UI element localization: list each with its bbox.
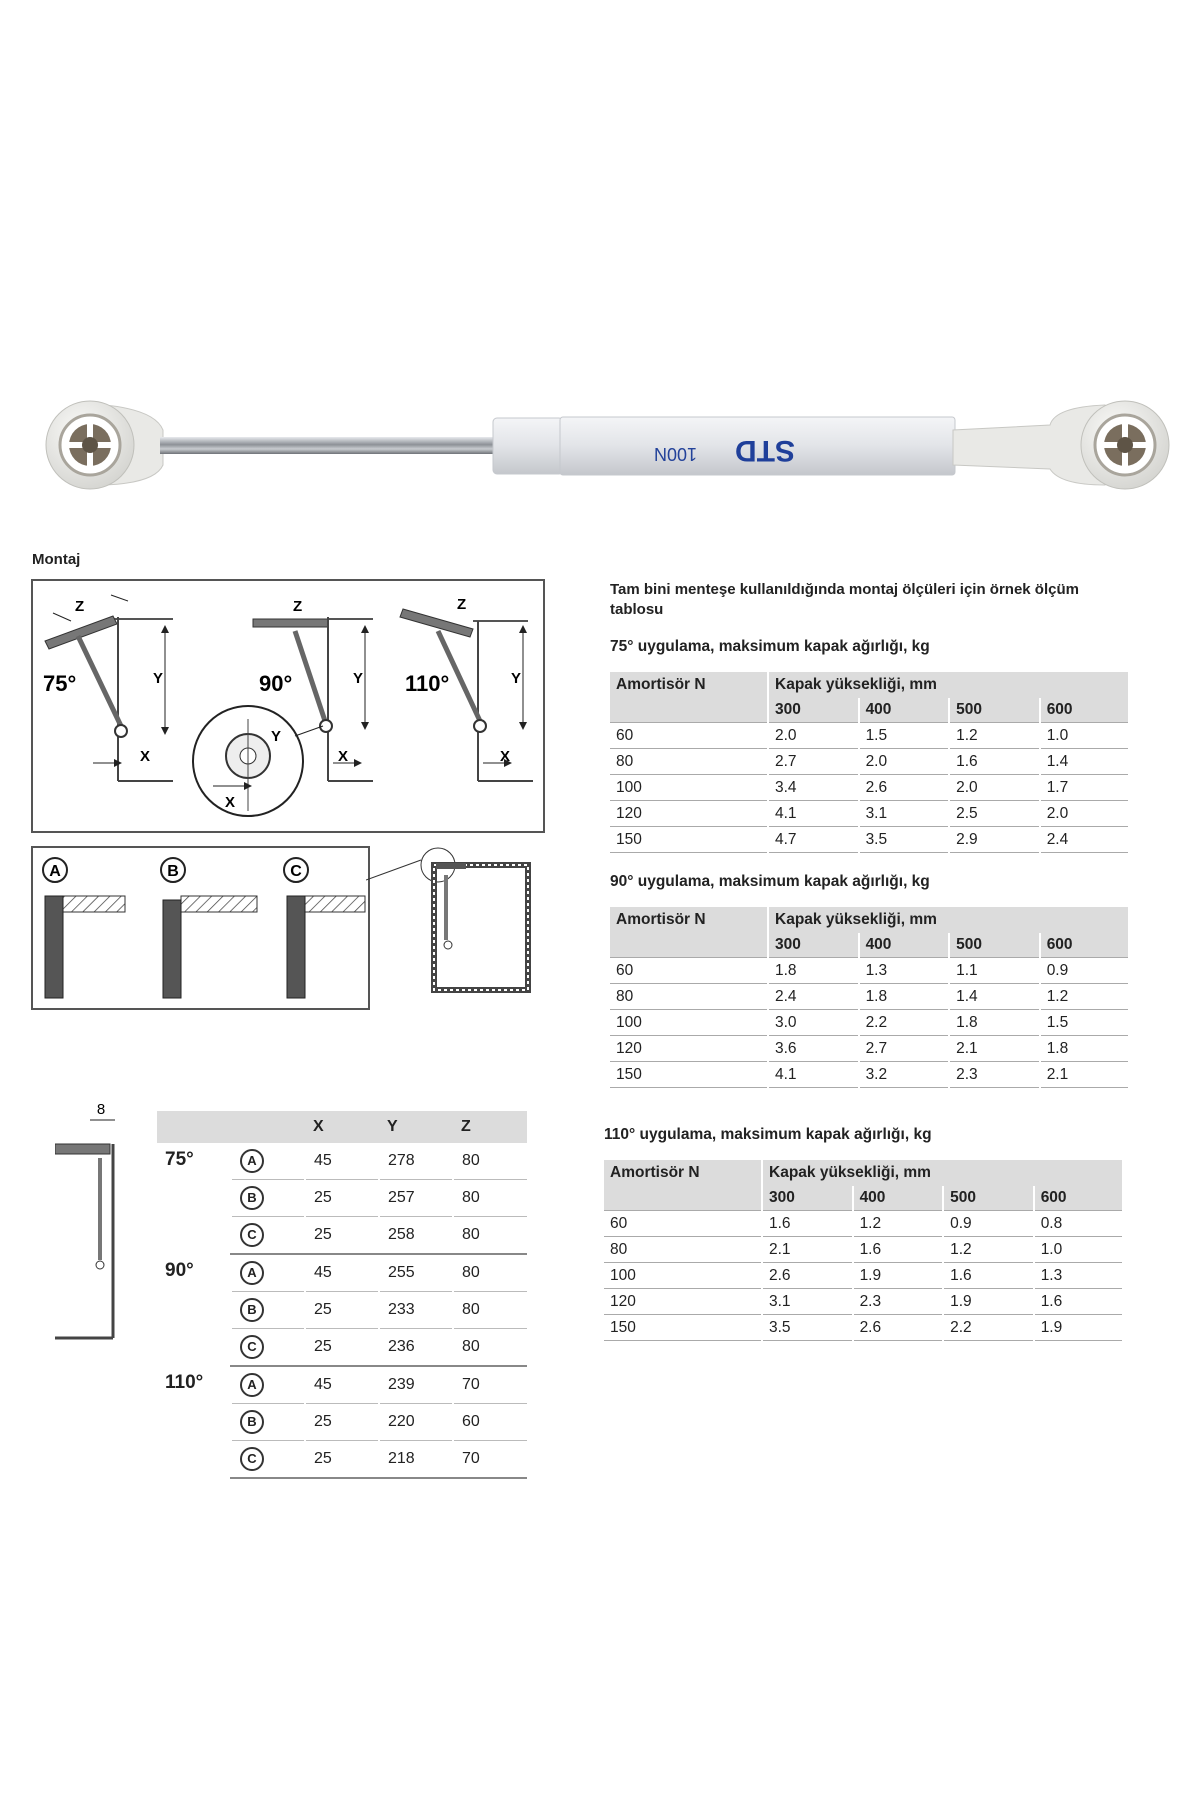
height-value: 300 <box>768 933 859 958</box>
variant-badge: A <box>240 1261 264 1285</box>
max-weight-cell: 4.1 <box>768 1062 859 1088</box>
load-table <box>610 672 1128 853</box>
dim-x-75: X <box>140 748 151 765</box>
variant-badge: C <box>240 1447 264 1471</box>
damper-force: 150 <box>610 1062 768 1088</box>
table-row <box>604 1237 1122 1263</box>
height-value: 400 <box>853 1186 944 1211</box>
damper-force: 60 <box>610 723 768 749</box>
load-table-header <box>604 1160 1122 1186</box>
max-weight-cell: 2.0 <box>1040 801 1128 827</box>
max-weight-cell: 1.6 <box>943 1263 1034 1289</box>
angle-90-label: 90° <box>259 671 293 696</box>
height-value: 600 <box>1040 698 1128 723</box>
variant-a-sketch <box>43 858 125 998</box>
max-weight-cell: 2.6 <box>853 1315 944 1341</box>
damper-force: 80 <box>610 749 768 775</box>
group-angle-75: 75° <box>165 1149 194 1170</box>
max-weight-cell: 1.3 <box>1034 1263 1122 1289</box>
load-table-header <box>610 672 1128 698</box>
max-weight-cell: 1.9 <box>1034 1315 1122 1341</box>
damper-force: 100 <box>604 1263 762 1289</box>
max-weight-cell: 1.4 <box>949 984 1040 1010</box>
max-weight-cell: 3.6 <box>768 1036 859 1062</box>
height-values-row <box>604 1186 1122 1211</box>
max-weight-cell: 2.5 <box>949 801 1040 827</box>
max-weight-cell: 2.0 <box>949 775 1040 801</box>
max-weight-cell: 1.0 <box>1034 1237 1122 1263</box>
height-value: 600 <box>1040 933 1128 958</box>
max-weight-cell: 3.2 <box>859 1062 950 1088</box>
max-weight-cell: 2.3 <box>949 1062 1040 1088</box>
max-weight-cell: 2.6 <box>859 775 950 801</box>
table-row <box>604 1263 1122 1289</box>
mounting-dimension-table <box>157 1111 527 1479</box>
max-weight-cell: 0.9 <box>943 1211 1034 1237</box>
gas-spring-image <box>45 385 1175 510</box>
table-row <box>610 827 1128 853</box>
max-weight-cell: 3.5 <box>859 827 950 853</box>
height-value: 300 <box>762 1186 853 1211</box>
damper-force: 100 <box>610 775 768 801</box>
dim-x-110: X <box>500 748 511 765</box>
max-weight-cell: 1.6 <box>762 1211 853 1237</box>
height-value: 400 <box>859 698 950 723</box>
load-table-title: 75° uygulama, maksimum kapak ağırlığı, kg <box>610 638 930 655</box>
dim-y-75: Y <box>153 670 164 687</box>
max-weight-cell: 1.7 <box>1040 775 1128 801</box>
max-weight-cell: 2.1 <box>762 1237 853 1263</box>
table-row <box>604 1315 1122 1341</box>
table-row <box>610 1010 1128 1036</box>
max-weight-cell: 3.1 <box>762 1289 853 1315</box>
table-row <box>610 801 1128 827</box>
variant-badge: B <box>240 1410 264 1434</box>
max-weight-cell: 1.0 <box>1040 723 1128 749</box>
damper-force: 80 <box>604 1237 762 1263</box>
side-mount-sketch <box>55 1100 125 1340</box>
table-row: C 25 236 80 <box>157 1329 527 1367</box>
table-row: C 25 218 70 <box>157 1441 527 1479</box>
max-weight-cell: 2.7 <box>859 1036 950 1062</box>
max-weight-cell: 3.4 <box>768 775 859 801</box>
variant-c-sketch <box>284 858 365 998</box>
group-angle-90: 90° <box>165 1260 194 1281</box>
damper-force: 150 <box>604 1315 762 1341</box>
max-weight-cell: 2.2 <box>859 1010 950 1036</box>
height-value: 500 <box>943 1186 1034 1211</box>
height-value: 400 <box>859 933 950 958</box>
dim-z-90: Z <box>293 598 303 615</box>
lid-height-header: Kapak yüksekliği, mm <box>768 672 1128 698</box>
detail-dim-x: X <box>225 794 236 811</box>
damper-force: 120 <box>610 1036 768 1062</box>
svg-text:B: B <box>167 863 179 880</box>
max-weight-cell: 2.9 <box>949 827 1040 853</box>
max-weight-cell: 0.9 <box>1040 958 1128 984</box>
svg-text:A: A <box>49 863 61 880</box>
side-width-label: 8 <box>96 1101 106 1118</box>
damper-column-header: Amortisör N <box>610 672 768 698</box>
load-table-title: 90° uygulama, maksimum kapak ağırlığı, kg <box>610 873 930 890</box>
max-weight-cell: 1.9 <box>943 1289 1034 1315</box>
max-weight-cell: 1.2 <box>1040 984 1128 1010</box>
max-weight-cell: 1.6 <box>1034 1289 1122 1315</box>
max-weight-cell: 1.2 <box>949 723 1040 749</box>
height-value: 300 <box>768 698 859 723</box>
table-row: 75° A 45 278 80 <box>157 1143 527 1180</box>
max-weight-cell: 1.6 <box>949 749 1040 775</box>
max-weight-cell: 2.1 <box>949 1036 1040 1062</box>
dim-z-75: Z <box>75 598 85 615</box>
brand-label: STD <box>735 434 795 467</box>
variant-badge: B <box>240 1298 264 1322</box>
damper-force: 150 <box>610 827 768 853</box>
load-tables-intro: Tam bini menteşe kullanıldığında montaj ölçüleri için örnek ölçüm tablosu <box>610 581 1079 618</box>
table-row <box>610 1062 1128 1088</box>
load-table-title: 110° uygulama, maksimum kapak ağırlığı, kg <box>604 1126 932 1143</box>
detail-dim-y: Y <box>271 728 282 745</box>
max-weight-cell: 2.7 <box>768 749 859 775</box>
variant-badge: B <box>240 1186 264 1210</box>
table-row: C 25 258 80 <box>157 1217 527 1255</box>
max-weight-cell: 1.8 <box>949 1010 1040 1036</box>
height-value: 600 <box>1034 1186 1122 1211</box>
max-weight-cell: 1.9 <box>853 1263 944 1289</box>
table-row: 110° A 45 239 70 <box>157 1366 527 1404</box>
load-table <box>604 1160 1122 1341</box>
max-weight-cell: 0.8 <box>1034 1211 1122 1237</box>
variant-badge: C <box>240 1335 264 1359</box>
max-weight-cell: 1.8 <box>1040 1036 1128 1062</box>
max-weight-cell: 3.0 <box>768 1010 859 1036</box>
right-end-fitting <box>953 401 1169 489</box>
table-row <box>610 1036 1128 1062</box>
height-value: 500 <box>949 933 1040 958</box>
col-z-header: Z <box>453 1111 527 1143</box>
group-angle-110: 110° <box>165 1372 204 1393</box>
max-weight-cell: 2.0 <box>768 723 859 749</box>
damper-force: 80 <box>610 984 768 1010</box>
height-values-row <box>610 933 1128 958</box>
dim-z-110: Z <box>457 596 467 613</box>
col-x-header: X <box>305 1111 379 1143</box>
max-weight-cell: 1.6 <box>853 1237 944 1263</box>
damper-force: 100 <box>610 1010 768 1036</box>
table-row <box>610 775 1128 801</box>
table-row: B 25 220 60 <box>157 1404 527 1441</box>
col-y-header: Y <box>379 1111 453 1143</box>
left-end-fitting <box>46 401 163 489</box>
table-row: B 25 233 80 <box>157 1292 527 1329</box>
max-weight-cell: 3.5 <box>762 1315 853 1341</box>
max-weight-cell: 2.2 <box>943 1315 1034 1341</box>
max-weight-cell: 2.1 <box>1040 1062 1128 1088</box>
table-row <box>610 958 1128 984</box>
angle-75-label: 75° <box>43 671 77 696</box>
table-row <box>610 749 1128 775</box>
max-weight-cell: 1.5 <box>1040 1010 1128 1036</box>
max-weight-cell: 4.7 <box>768 827 859 853</box>
variant-badge: C <box>240 1223 264 1247</box>
max-weight-cell: 2.4 <box>1040 827 1128 853</box>
table-row: B 25 257 80 <box>157 1180 527 1217</box>
cylinder-body <box>493 417 955 475</box>
table-row <box>604 1289 1122 1315</box>
damper-column-header: Amortisör N <box>610 907 768 933</box>
load-table <box>610 907 1128 1088</box>
angle-90-schematic <box>193 617 373 816</box>
max-weight-cell: 1.8 <box>859 984 950 1010</box>
svg-text:C: C <box>290 863 302 880</box>
lid-height-header: Kapak yüksekliği, mm <box>762 1160 1122 1186</box>
max-weight-cell: 1.8 <box>768 958 859 984</box>
load-table-header <box>610 907 1128 933</box>
max-weight-cell: 1.5 <box>859 723 950 749</box>
max-weight-cell: 2.0 <box>859 749 950 775</box>
cabinet-detail-sketch <box>366 840 536 1000</box>
dim-x-90: X <box>338 748 349 765</box>
max-weight-cell: 1.1 <box>949 958 1040 984</box>
variant-badge: A <box>240 1373 264 1397</box>
lid-height-header: Kapak yüksekliği, mm <box>768 907 1128 933</box>
variant-badge: A <box>240 1149 264 1173</box>
dim-y-110: Y <box>511 670 522 687</box>
max-weight-cell: 1.2 <box>853 1211 944 1237</box>
angle-110-label: 110° <box>405 671 450 696</box>
damper-force: 120 <box>610 801 768 827</box>
dimension-table-header <box>157 1111 527 1143</box>
damper-column-header: Amortisör N <box>604 1160 762 1186</box>
damper-force: 60 <box>604 1211 762 1237</box>
max-weight-cell: 1.3 <box>859 958 950 984</box>
variant-b-sketch <box>161 858 257 998</box>
max-weight-cell: 1.2 <box>943 1237 1034 1263</box>
max-weight-cell: 1.4 <box>1040 749 1128 775</box>
table-row: 90° A 45 255 80 <box>157 1254 527 1292</box>
table-row <box>604 1211 1122 1237</box>
montaj-title: Montaj <box>32 551 81 568</box>
mounting-variants-diagram <box>31 846 370 1010</box>
max-weight-cell: 4.1 <box>768 801 859 827</box>
damper-force: 120 <box>604 1289 762 1315</box>
max-weight-cell: 2.3 <box>853 1289 944 1315</box>
dim-y-90: Y <box>353 670 364 687</box>
height-value: 500 <box>949 698 1040 723</box>
max-weight-cell: 3.1 <box>859 801 950 827</box>
table-row <box>610 984 1128 1010</box>
damper-force: 60 <box>610 958 768 984</box>
table-row <box>610 723 1128 749</box>
mounting-angle-diagram <box>31 579 545 833</box>
piston-rod <box>160 437 500 454</box>
height-values-row <box>610 698 1128 723</box>
force-label: 100N <box>653 444 697 464</box>
max-weight-cell: 2.4 <box>768 984 859 1010</box>
max-weight-cell: 2.6 <box>762 1263 853 1289</box>
